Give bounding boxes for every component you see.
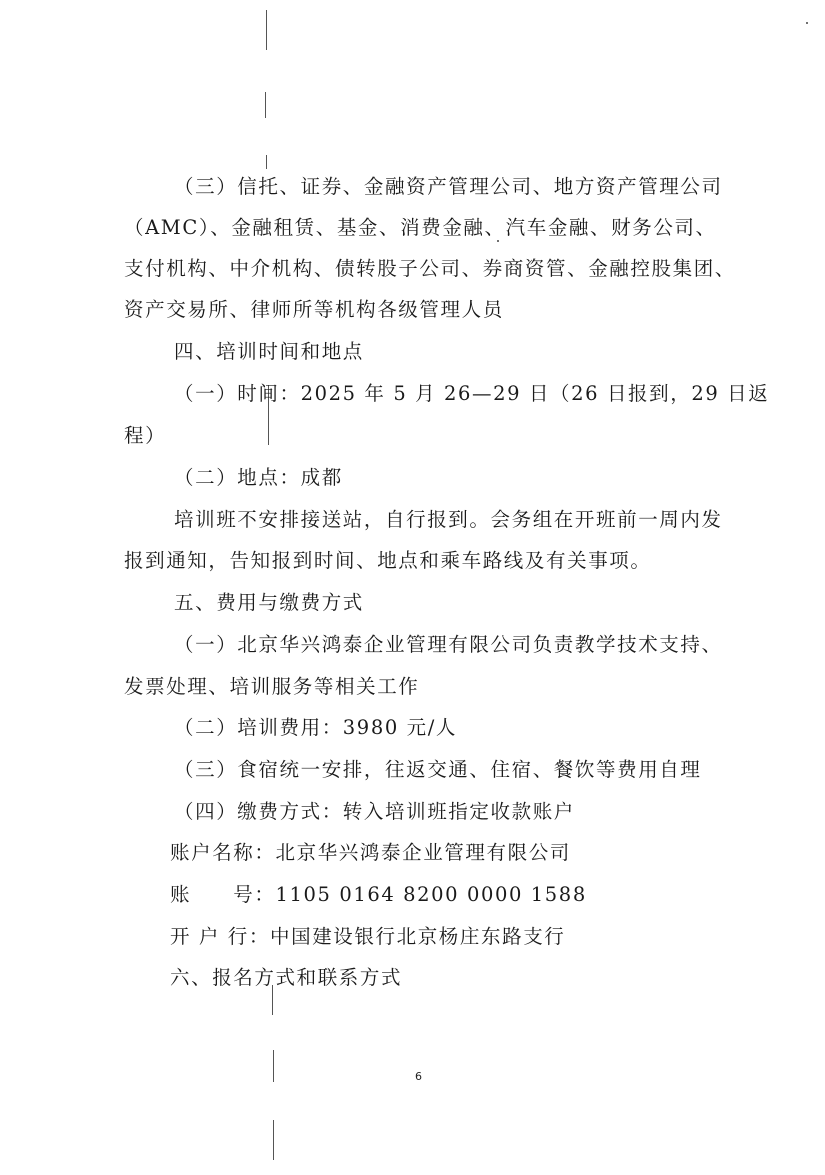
- scan-mark-upper: [265, 92, 266, 118]
- account-number: 账 号：1105 0164 8200 0000 1588: [170, 883, 587, 906]
- scan-speck: [806, 22, 808, 24]
- scan-mark-bottom-2: [273, 1050, 274, 1082]
- section-heading-4: 四、培训时间和地点: [174, 340, 364, 363]
- scan-mark-mid: [266, 155, 267, 169]
- text-line-notice-2: 报到通知，告知报到时间、地点和乘车路线及有关事项。: [124, 549, 652, 572]
- account-name: 账户名称：北京华兴鸿泰企业管理有限公司: [170, 841, 571, 864]
- text-line-fee-4: （四）缴费方式：转入培训班指定收款账户: [174, 800, 575, 823]
- scan-mark-bottom-3: [273, 1120, 274, 1160]
- scan-mark-top: [266, 10, 267, 50]
- text-line-3: 支付机构、中介机构、债转股子公司、券商资管、金融控股集团、: [124, 257, 736, 280]
- text-line-4: 资产交易所、律师所等机构各级管理人员: [124, 298, 504, 321]
- scan-speck: [497, 240, 499, 242]
- text-line-1: （三）信托、证券、金融资产管理公司、地方资产管理公司: [174, 175, 723, 198]
- text-line-fee-1: （一）北京华兴鸿泰企业管理有限公司负责教学技术支持、: [174, 633, 723, 656]
- text-line-fee-3: （三）食宿统一安排，往返交通、住宿、餐饮等费用自理: [174, 758, 702, 781]
- section-heading-6: 六、报名方式和联系方式: [170, 966, 403, 989]
- text-line-time: （一）时间：2025 年 5 月 26—29 日（26 日报到，29 日返: [174, 382, 770, 405]
- text-line-location: （二）地点：成都: [174, 466, 343, 489]
- section-heading-5: 五、费用与缴费方式: [174, 591, 364, 614]
- text-line-notice-1: 培训班不安排接送站，自行报到。会务组在开班前一周内发: [174, 508, 723, 531]
- text-line-fee-1-cont: 发票处理、培训服务等相关工作: [124, 675, 420, 698]
- page-number: 6: [415, 1070, 422, 1083]
- text-line-time-cont: 程）: [124, 424, 167, 447]
- account-bank: 开 户 行：中国建设银行北京杨庄东路支行: [170, 925, 566, 948]
- text-line-fee-2: （二）培训费用：3980 元/人: [174, 716, 457, 739]
- text-line-2: （AMC）、金融租赁、基金、消费金融、汽车金融、财务公司、: [124, 216, 717, 239]
- scan-mark-bottom-1: [272, 985, 273, 1015]
